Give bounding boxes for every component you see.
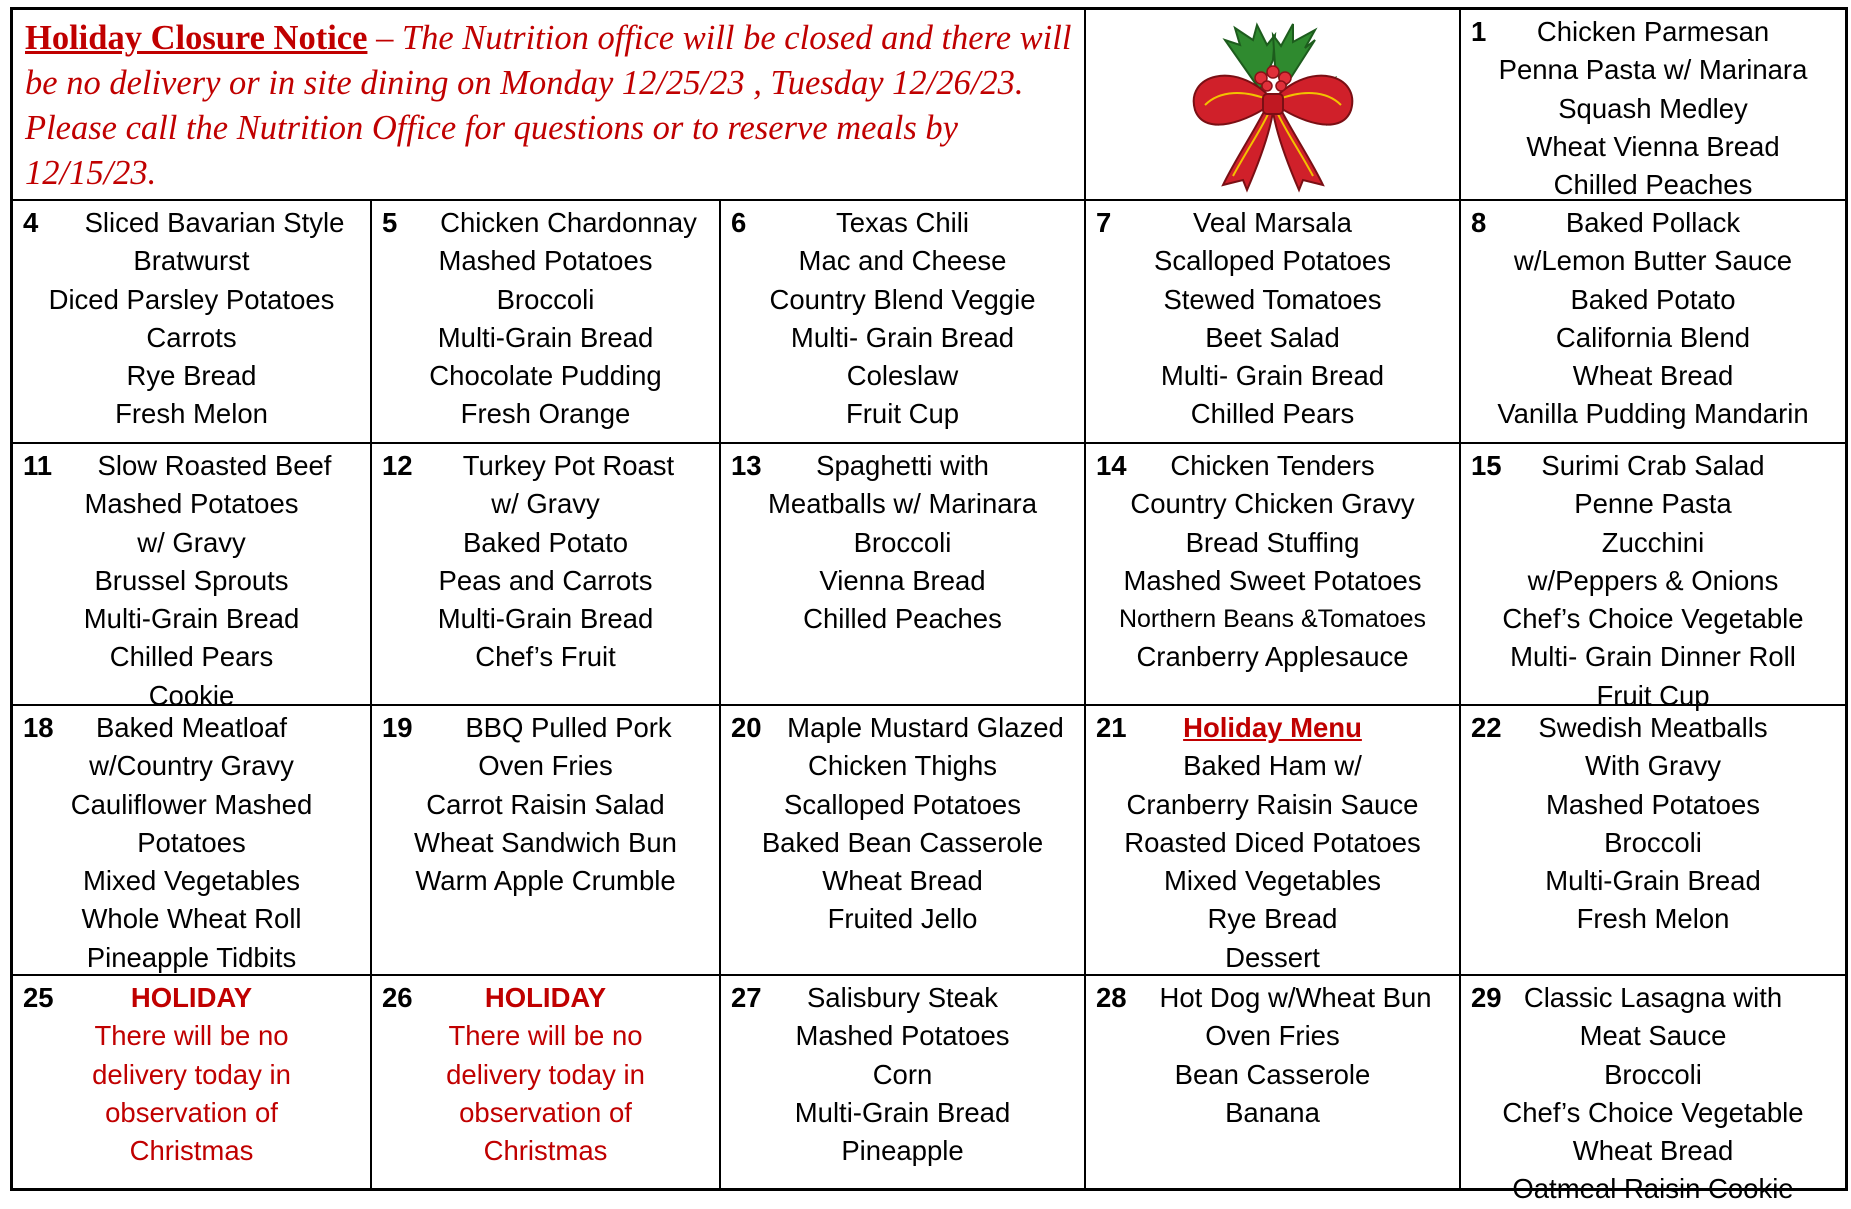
menu-item: w/Lemon Butter Sauce (1513, 245, 1793, 277)
holiday-menu-label: Holiday Menu (1183, 712, 1362, 743)
menu-item: Squash Medley (1558, 92, 1748, 124)
menu-item: w/Peppers & Onions (1527, 564, 1779, 596)
menu-item: Rye Bread (1207, 903, 1338, 935)
day-cell-6 (721, 201, 1086, 444)
menu-item: Multi- Grain Dinner Roll (1510, 641, 1796, 673)
menu-item: Mashed Potatoes (84, 488, 299, 520)
holiday-message: There will be no (94, 1020, 289, 1052)
day-number: 1 (1471, 16, 1487, 47)
menu-item: Slow Roasted Beef (97, 450, 332, 481)
menu-item: Rye Bread (126, 360, 257, 392)
menu-item: Broccoli (1604, 1058, 1702, 1090)
menu-item: Mashed Sweet Potatoes (1123, 564, 1422, 596)
holiday-image-cell (1086, 10, 1461, 201)
menu-item: Cranberry Raisin Sauce (1126, 788, 1419, 820)
menu-item: Surimi Crab Salad (1541, 450, 1765, 481)
menu-item: Wheat Sandwich Bun (414, 826, 677, 858)
menu-item: Baked Bean Casserole (761, 826, 1044, 858)
day-number: 26 (382, 982, 413, 1013)
menu-item: Pineapple (841, 1135, 964, 1167)
menu-item: Fruited Jello (827, 903, 978, 935)
day-cell-15 (1461, 444, 1845, 711)
day-number: 18 (23, 712, 54, 743)
holiday-message: Christmas (483, 1135, 608, 1167)
menu-item: Oven Fries (1205, 1020, 1340, 1052)
menu-item: Vienna Bread (819, 564, 986, 596)
menu-item: Potatoes (137, 826, 246, 858)
menu-item: Dessert (1225, 941, 1320, 973)
menu-item: Beet Salad (1205, 321, 1340, 353)
day-cell-22 (1461, 706, 1845, 976)
holiday-message: Christmas (129, 1135, 254, 1167)
menu-item: Chilled Peaches (1553, 169, 1753, 201)
menu-calendar (10, 7, 1848, 1205)
menu-item: Carrot Raisin Salad (426, 788, 665, 820)
menu-item: Warm Apple Crumble (415, 865, 676, 897)
holiday-closure-notice (13, 10, 1086, 201)
day-cell-7 (1086, 201, 1461, 444)
day-number: 14 (1096, 450, 1127, 481)
day-cell-11 (13, 444, 372, 711)
menu-item: Sliced Bavarian Style (84, 207, 345, 238)
menu-item: Chilled Pears (109, 641, 274, 673)
menu-item: Chicken Chardonnay (440, 207, 697, 238)
day-cell-20 (721, 706, 1086, 976)
menu-item: Multi-Grain Bread (1545, 865, 1761, 897)
menu-item: Fresh Melon (1576, 903, 1730, 935)
day-number: 28 (1096, 982, 1127, 1013)
menu-item: California Blend (1555, 321, 1751, 353)
menu-item: w/ Gravy (491, 488, 600, 520)
day-cell-4 (13, 201, 372, 444)
day-number: 29 (1471, 982, 1502, 1013)
menu-item: Broccoli (1604, 826, 1702, 858)
menu-item: Wheat Bread (822, 865, 983, 897)
menu-item: Bread Stuffing (1185, 526, 1360, 558)
menu-item: Mashed Potatoes (795, 1020, 1010, 1052)
day-number: 7 (1096, 207, 1112, 238)
day-cell-29 (1461, 976, 1845, 1205)
menu-item: Scalloped Potatoes (784, 788, 1021, 820)
menu-item: Chef’s Fruit (475, 641, 616, 673)
menu-item: Multi-Grain Bread (437, 321, 654, 353)
menu-item: Whole Wheat Roll (81, 903, 302, 935)
menu-item: Banana (1225, 1096, 1320, 1128)
menu-item: Carrots (146, 321, 237, 353)
menu-item: Country Chicken Gravy (1130, 488, 1415, 520)
menu-item: Mac and Cheese (798, 245, 1007, 277)
menu-item: Meatballs w/ Marinara (768, 488, 1037, 520)
menu-item: Mashed Potatoes (438, 245, 653, 277)
menu-item: With Gravy (1585, 750, 1721, 782)
menu-item: Chicken Tenders (1170, 450, 1375, 481)
notice-title: Holiday Closure Notice (25, 19, 368, 57)
day-number: 13 (731, 450, 762, 481)
notice-text (25, 16, 1072, 196)
menu-item: Fruit Cup (1596, 679, 1710, 711)
menu-item: Pineapple Tidbits (86, 941, 297, 973)
menu-item: Multi-Grain Bread (794, 1096, 1011, 1128)
menu-item: Brussel Sprouts (94, 564, 289, 596)
day-cell-14 (1086, 444, 1461, 706)
menu-item: Zucchini (1601, 526, 1705, 558)
menu-item: Swedish Meatballs (1538, 712, 1768, 743)
holiday-label: HOLIDAY (130, 982, 253, 1013)
menu-item: Northern Beans &Tomatoes (1118, 605, 1427, 634)
day-cell-18 (13, 706, 372, 976)
menu-item: Chicken Parmesan (1536, 16, 1770, 47)
day-number: 25 (23, 982, 54, 1013)
menu-item: Veal Marsala (1193, 207, 1352, 238)
menu-item: Texas Chili (836, 207, 969, 238)
menu-item: Roasted Diced Potatoes (1124, 826, 1421, 858)
menu-item: w/Country Gravy (89, 750, 294, 782)
menu-item: BBQ Pulled Pork (465, 712, 672, 743)
day-cell-12 (372, 444, 721, 706)
menu-item: Hot Dog w/Wheat Bun (1159, 982, 1432, 1013)
holiday-message: There will be no (448, 1020, 643, 1052)
day-cell-1 (1461, 10, 1845, 201)
day-number: 15 (1471, 450, 1502, 481)
menu-item: Stewed Tomatoes (1163, 283, 1382, 315)
notice-dash: – (367, 19, 402, 57)
menu-item: Mixed Vegetables (1163, 865, 1382, 897)
menu-item: Penna Pasta w/ Marinara (1498, 54, 1808, 86)
day-number: 20 (731, 712, 762, 743)
menu-item: Coleslaw (846, 360, 959, 392)
day-number: 6 (731, 207, 747, 238)
menu-item: Cranberry Applesauce (1136, 641, 1409, 673)
menu-item: Scalloped Potatoes (1154, 245, 1391, 277)
day-number: 11 (23, 450, 53, 481)
menu-item: Spaghetti with (816, 450, 989, 481)
menu-item: Cauliflower Mashed (70, 788, 313, 820)
day-cell-19 (372, 706, 721, 976)
menu-item: Peas and Carrots (438, 564, 653, 596)
day-number: 12 (382, 450, 413, 481)
menu-item: Maple Mustard Glazed (787, 712, 1064, 743)
menu-item: Country Blend Veggie (769, 283, 1036, 315)
menu-item: Bratwurst (133, 245, 250, 277)
day-cell-13 (721, 444, 1086, 706)
day-cell-28 (1086, 976, 1461, 1188)
day-cell-26 (372, 976, 721, 1188)
day-number: 27 (731, 982, 762, 1013)
holiday-message: delivery today in (92, 1058, 291, 1090)
day-number: 22 (1471, 712, 1502, 743)
menu-item: Chilled Pears (1190, 398, 1355, 430)
menu-item: Baked Potato (1570, 283, 1736, 315)
menu-item: Oatmeal Raisin Cookie (1512, 1173, 1794, 1205)
day-cell-25 (13, 976, 372, 1188)
day-number: 19 (382, 712, 413, 743)
menu-item: Corn (872, 1058, 933, 1090)
menu-item: Multi-Grain Bread (83, 603, 300, 635)
menu-item: Penne Pasta (1574, 488, 1732, 520)
holly-bow-icon (1165, 20, 1380, 190)
menu-item: Wheat Bread (1572, 1135, 1734, 1167)
menu-item: Baked Ham w/ (1183, 750, 1362, 782)
menu-item: Broccoli (853, 526, 952, 558)
menu-item: Cookie (148, 679, 235, 711)
menu-item: Meat Sauce (1579, 1020, 1727, 1052)
menu-item: Chef’s Choice Vegetable (1502, 1096, 1804, 1128)
menu-item: Vanilla Pudding Mandarin (1497, 398, 1809, 430)
menu-item: Classic Lasagna with (1523, 982, 1783, 1013)
menu-item: Baked Meatloaf (95, 712, 288, 743)
menu-item: Fresh Orange (460, 398, 631, 430)
day-cell-27 (721, 976, 1086, 1188)
holiday-label: HOLIDAY (484, 982, 607, 1013)
menu-item: Baked Pollack (1565, 207, 1741, 238)
menu-item: Fresh Melon (115, 398, 268, 430)
menu-item: Broccoli (496, 283, 595, 315)
menu-item: Salisbury Steak (806, 982, 999, 1013)
day-number: 21 (1096, 712, 1127, 743)
menu-item: Bean Casserole (1174, 1058, 1371, 1090)
day-cell-8 (1461, 201, 1845, 444)
day-number: 8 (1471, 207, 1487, 238)
menu-item: Oven Fries (478, 750, 613, 782)
day-cell-5 (372, 201, 721, 444)
day-number: 5 (382, 207, 398, 238)
notice-body: The Nutrition office will be closed and there will be no delivery or in site dining on Monday 12/25/23 , Tuesday 12/26/23. Please call the Nutrition Office for questions or to reserve meals by 12/15/23. (25, 19, 1072, 192)
day-number: 4 (23, 207, 39, 238)
menu-item: Wheat Bread (1572, 360, 1734, 392)
menu-item: Multi- Grain Bread (1160, 360, 1385, 392)
menu-item: Chilled Peaches (803, 603, 1002, 635)
menu-item: Multi- Grain Bread (790, 321, 1015, 353)
menu-item: Wheat Vienna Bread (1526, 130, 1780, 162)
menu-item: Mixed Vegetables (82, 865, 301, 897)
menu-item: Baked Potato (462, 526, 629, 558)
menu-item: Diced Parsley Potatoes (48, 283, 335, 315)
menu-item: w/ Gravy (137, 526, 246, 558)
holiday-message: delivery today in (446, 1058, 645, 1090)
day-cell-21 (1086, 706, 1461, 976)
menu-item: Chicken Thighs (807, 750, 998, 782)
menu-item: Turkey Pot Roast (462, 450, 675, 481)
menu-item: Multi-Grain Bread (437, 603, 654, 635)
menu-item: Chef’s Choice Vegetable (1502, 603, 1804, 635)
holiday-message: observation of (459, 1096, 632, 1128)
menu-item: Chocolate Pudding (429, 360, 662, 392)
menu-item: Mashed Potatoes (1545, 788, 1761, 820)
menu-item: Fruit Cup (845, 398, 960, 430)
holiday-message: observation of (105, 1096, 278, 1128)
